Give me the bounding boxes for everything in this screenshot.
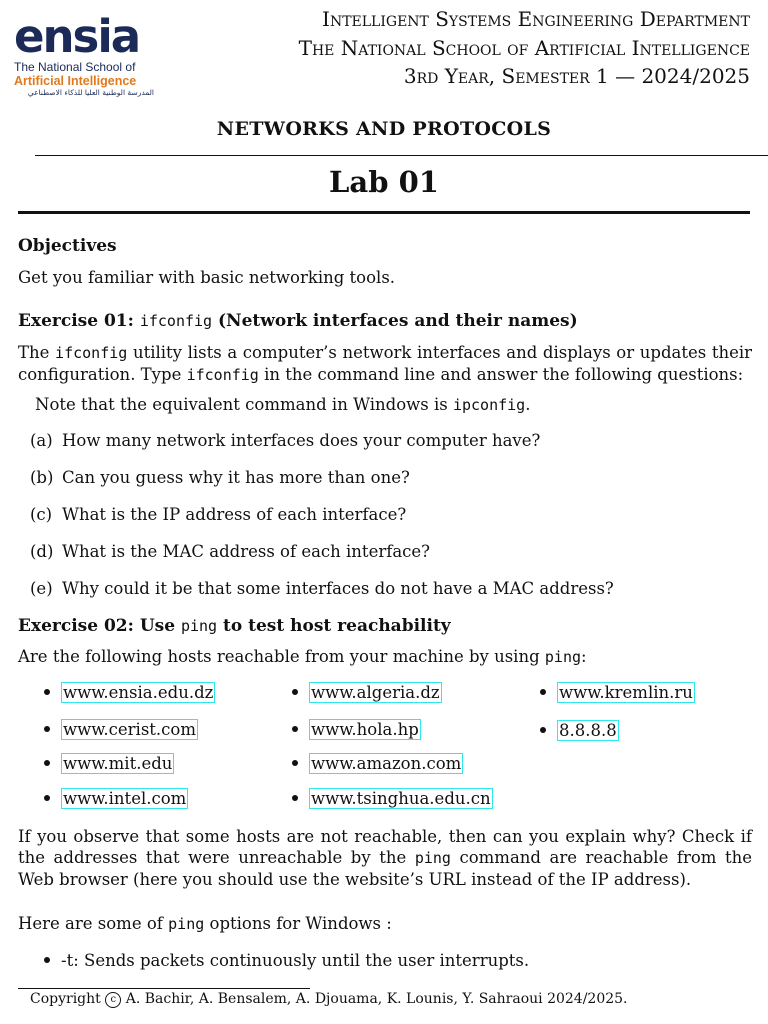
list-item	[292, 719, 421, 740]
cmd-ifconfig: ifconfig	[139, 312, 213, 330]
list-item	[292, 788, 493, 809]
list-item	[540, 682, 695, 703]
bullet-icon	[540, 727, 546, 733]
logo-wordmark: ensia	[14, 10, 140, 63]
host-link[interactable]: www.intel.com	[63, 789, 187, 808]
logo-line-1: The National School of	[14, 60, 136, 74]
academic-year: 3rd Year, Semester 1 — 2024/2025	[403, 64, 750, 88]
host-link[interactable]: www.kremlin.ru	[559, 683, 693, 702]
cmd-ping: ping	[180, 617, 218, 635]
logo-line-2: Artificial Intelligence	[14, 74, 137, 88]
question-item: (d) What is the MAC address of each interface?	[30, 542, 431, 561]
list-item	[44, 719, 198, 740]
list-item	[44, 682, 215, 703]
bullet-icon	[44, 726, 50, 732]
host-link[interactable]: 8.8.8.8	[559, 721, 617, 740]
footnote-divider	[18, 988, 310, 989]
copyright-footer: Copyright c A. Bachir, A. Bensalem, A. Djouama, K. Lounis, Y. Sahraoui 2024/2025.	[30, 991, 628, 1007]
divider-thin	[35, 155, 768, 156]
host-link[interactable]: www.mit.edu	[63, 754, 173, 773]
host-link[interactable]: www.algeria.dz	[311, 683, 440, 702]
list-item	[540, 720, 619, 741]
objectives-heading: Objectives	[18, 236, 117, 256]
cmd-ping: ping	[544, 648, 582, 666]
list-item	[292, 753, 463, 774]
exercise-1-intro: The ifconfig utility lists a computer’s network interfaces and displays or updates their configuration. Type ifconfig in the command line and answer the following questions:	[18, 343, 753, 384]
course-title: NETWORKS AND PROTOCOLS	[216, 118, 552, 140]
department-name: Intelligent Systems Engineering Department	[322, 7, 750, 31]
host-link[interactable]: www.cerist.com	[63, 720, 196, 739]
ping-option: -t: Sends packets continuously until the user interrupts.	[61, 951, 530, 970]
exercise-2-intro: Are the following hosts reachable from your machine by using ping:	[18, 647, 587, 666]
host-link[interactable]: www.tsinghua.edu.cn	[311, 789, 491, 808]
ping-options-intro: Here are some of ping options for Windows :	[18, 914, 392, 933]
list-item	[44, 788, 188, 809]
cmd-ifconfig: ifconfig	[186, 366, 259, 384]
list-item	[44, 753, 174, 774]
exercise-2-followup: If you observe that some hosts are not reachable, then can you explain why? Check if the addresses that were unreachable by the ping command are reachable from the Web browser (here you should use the website’s URL instead of the IP address).	[18, 827, 753, 889]
question-item: (c) What is the IP address of each interface?	[30, 505, 407, 524]
bullet-icon	[292, 726, 298, 732]
cmd-ping: ping	[168, 915, 205, 933]
bullet-icon	[44, 760, 50, 766]
host-link[interactable]: www.amazon.com	[311, 754, 462, 773]
bullet-icon	[44, 689, 50, 695]
cmd-ping: ping	[414, 849, 451, 867]
bullet-icon	[292, 795, 298, 801]
objectives-text: Get you familiar with basic networking tools.	[18, 268, 396, 287]
exercise-1-heading: Exercise 01: ifconfig (Network interfaces and their names)	[18, 311, 578, 331]
bullet-icon	[44, 795, 50, 801]
lab-title: Lab 01	[329, 165, 439, 199]
host-link[interactable]: www.ensia.edu.dz	[63, 683, 214, 702]
logo-line-arabic: المدرسة الوطنية العليا للذكاء الاصطناعي	[27, 88, 154, 97]
cmd-ifconfig: ifconfig	[55, 344, 128, 362]
bullet-icon	[292, 760, 298, 766]
list-item	[292, 682, 442, 703]
divider-thick	[18, 211, 750, 214]
list-item	[44, 950, 529, 971]
question-item: (b) Can you guess why it has more than one?	[30, 468, 410, 487]
bullet-icon	[44, 957, 50, 963]
school-logo	[14, 10, 154, 98]
exercise-2-heading: Exercise 02: Use ping to test host reachability	[18, 616, 451, 636]
copyright-icon: c	[105, 992, 121, 1008]
exercise-1-note: Note that the equivalent command in Windows is ipconfig.	[35, 395, 531, 414]
school-name: The National School of Artificial Intelligence	[298, 35, 750, 60]
cmd-ipconfig: ipconfig	[452, 396, 526, 414]
header-block	[299, 5, 750, 91]
bullet-icon	[540, 689, 546, 695]
host-link[interactable]: www.hola.hp	[311, 720, 419, 739]
bullet-icon	[292, 689, 298, 695]
question-item: (a) How many network interfaces does your computer have?	[30, 431, 541, 450]
question-item: (e) Why could it be that some interfaces do not have a MAC address?	[30, 579, 614, 598]
